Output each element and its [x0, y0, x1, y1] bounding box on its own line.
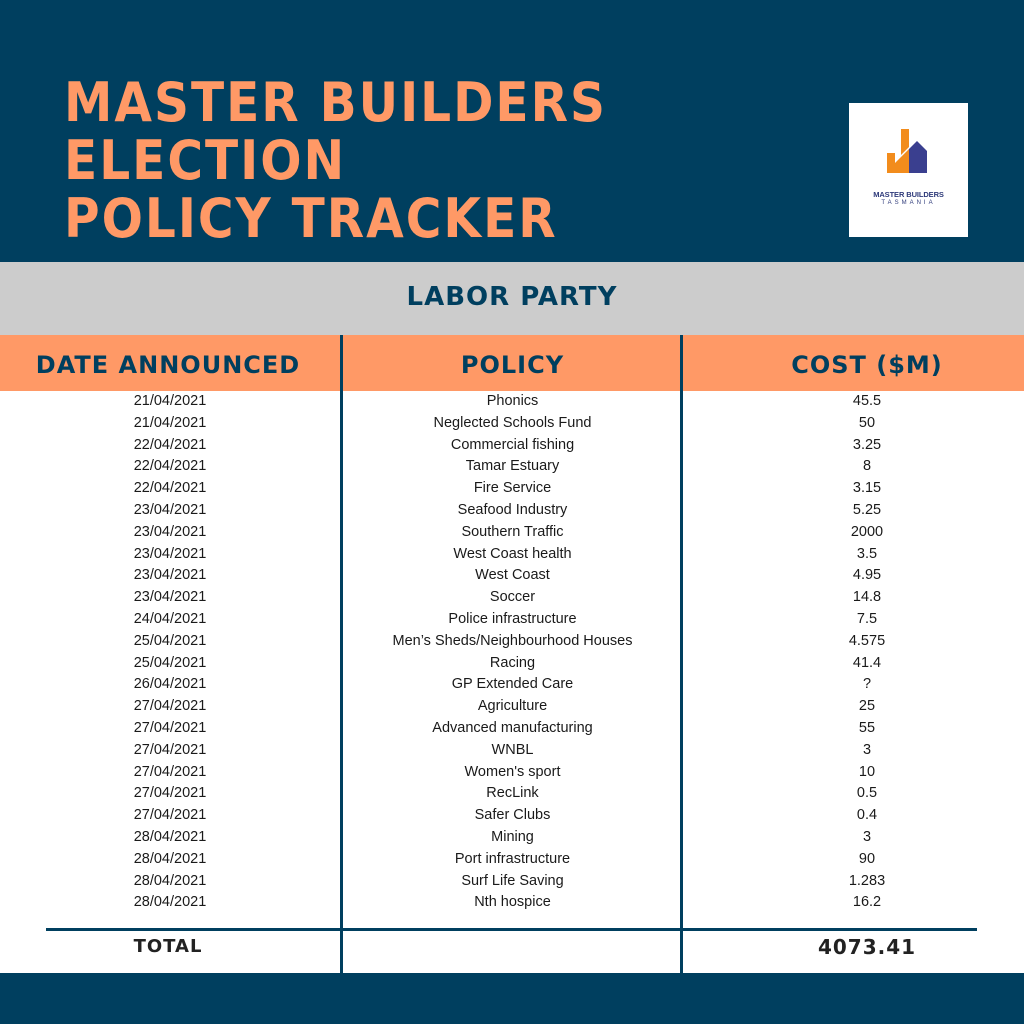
row-cost: 0.4 [856, 807, 878, 824]
row-date: 27/04/2021 [133, 720, 207, 736]
row-policy: Neglected Schools Fund [433, 414, 592, 431]
table-row [0, 610, 1024, 632]
table-row [0, 545, 1024, 567]
row-date: 21/04/2021 [133, 393, 207, 409]
row-date: 28/04/2021 [133, 894, 207, 911]
row-cost: 4.95 [852, 567, 882, 584]
row-date: 23/04/2021 [133, 589, 207, 606]
row-policy: Mining [491, 829, 534, 845]
row-cost: 4.575 [848, 632, 886, 649]
row-date: 22/04/2021 [133, 458, 207, 475]
total-value: 4073.41 [817, 935, 917, 959]
row-date: 23/04/2021 [133, 567, 207, 584]
row-date: 27/04/2021 [133, 698, 207, 715]
table-header-row [0, 335, 1024, 391]
row-date: 27/04/2021 [133, 785, 207, 802]
row-date: 27/04/2021 [133, 807, 207, 824]
row-date: 28/04/2021 [133, 850, 207, 867]
logo-subtitle: TASMANIA [881, 200, 936, 206]
row-cost: 7.5 [856, 611, 878, 627]
row-cost: 2000 [850, 523, 884, 540]
table-row [0, 479, 1024, 501]
row-cost: 10 [858, 763, 876, 780]
row-date: 22/04/2021 [133, 436, 207, 453]
table-row [0, 457, 1024, 479]
row-date: 27/04/2021 [133, 741, 207, 758]
table-row [0, 893, 1024, 915]
building-logo-icon [887, 129, 931, 181]
row-cost: 16.2 [852, 894, 882, 911]
row-policy: Port infrastructure [454, 850, 571, 867]
policy-table [0, 391, 1024, 973]
row-date: 25/04/2021 [133, 632, 207, 649]
table-row [0, 392, 1024, 414]
table-row [0, 414, 1024, 436]
table-row [0, 566, 1024, 588]
row-cost: 55 [858, 720, 876, 736]
table-row [0, 872, 1024, 894]
title-line-2: POLICY TRACKER [64, 187, 558, 250]
row-cost: 3 [862, 829, 872, 845]
row-date: 23/04/2021 [133, 523, 207, 540]
row-policy: RecLink [486, 785, 539, 802]
table-row [0, 850, 1024, 872]
table-row [0, 784, 1024, 806]
row-policy: Soccer [489, 589, 536, 606]
row-cost: 45.5 [852, 393, 882, 409]
row-date: 24/04/2021 [133, 611, 207, 627]
row-cost: 3.5 [856, 545, 878, 562]
row-date: 22/04/2021 [133, 480, 207, 497]
total-divider [46, 928, 977, 931]
table-row [0, 763, 1024, 785]
row-date: 28/04/2021 [133, 829, 207, 845]
table-row [0, 632, 1024, 654]
row-policy: West Coast [475, 567, 550, 584]
table-row [0, 828, 1024, 850]
page-title [64, 71, 824, 250]
row-date: 28/04/2021 [133, 872, 207, 889]
row-cost: 3 [862, 741, 872, 758]
row-policy: Safer Clubs [474, 807, 551, 824]
row-date: 25/04/2021 [133, 654, 207, 671]
row-policy: West Coast health [453, 545, 572, 562]
table-row [0, 523, 1024, 545]
row-cost: 5.25 [852, 502, 882, 518]
row-cost: 3.15 [852, 480, 882, 497]
table-row [0, 436, 1024, 458]
row-policy: Tamar Estuary [465, 458, 560, 475]
title-line-1: MASTER BUILDERS ELECTION [64, 71, 608, 192]
row-policy: Seafood Industry [457, 502, 568, 518]
table-row [0, 501, 1024, 523]
row-policy: Agriculture [477, 698, 548, 715]
row-policy: Surf Life Saving [461, 872, 564, 889]
logo-name: MASTER BUILDERS [873, 190, 944, 199]
column-header-cost: COST ($M) [791, 351, 943, 379]
row-policy: Men’s Sheds/Neighbourhood Houses [392, 632, 633, 649]
row-policy: Racing [489, 654, 536, 671]
row-cost: 14.8 [852, 589, 882, 606]
row-cost: 50 [858, 414, 876, 431]
master-builders-logo [849, 103, 968, 237]
row-cost: ? [862, 676, 872, 693]
row-policy: Fire Service [473, 480, 552, 497]
row-cost: 1.283 [848, 872, 886, 889]
row-policy: Police infrastructure [448, 611, 577, 627]
table-row [0, 675, 1024, 697]
table-row [0, 654, 1024, 676]
row-cost: 90 [858, 850, 876, 867]
party-label: LABOR PARTY [406, 282, 618, 312]
total-row [0, 934, 1024, 964]
column-divider-1 [340, 335, 343, 973]
row-cost: 41.4 [852, 654, 882, 671]
row-cost: 3.25 [852, 436, 882, 453]
row-date: 21/04/2021 [133, 414, 207, 431]
column-header-date: DATE ANNOUNCED [35, 351, 301, 379]
row-policy: Advanced manufacturing [432, 720, 593, 736]
column-divider-2 [680, 335, 683, 973]
row-date: 27/04/2021 [133, 763, 207, 780]
row-cost: 0.5 [856, 785, 878, 802]
row-date: 23/04/2021 [133, 502, 207, 518]
row-policy: Women's sport [464, 763, 561, 780]
row-date: 26/04/2021 [133, 676, 207, 693]
row-policy: Nth hospice [474, 894, 551, 911]
row-cost: 25 [858, 698, 876, 715]
table-row [0, 697, 1024, 719]
row-cost: 8 [862, 458, 872, 475]
table-row [0, 719, 1024, 741]
row-policy: WNBL [491, 741, 534, 758]
row-policy: Phonics [486, 393, 539, 409]
row-date: 23/04/2021 [133, 545, 207, 562]
party-bar [0, 262, 1024, 335]
header [0, 0, 1024, 262]
column-header-policy: POLICY [460, 351, 565, 379]
total-label: TOTAL [133, 936, 203, 957]
row-policy: GP Extended Care [451, 676, 574, 693]
row-policy: Commercial fishing [450, 436, 575, 453]
table-row [0, 741, 1024, 763]
table-row [0, 806, 1024, 828]
row-policy: Southern Traffic [461, 523, 564, 540]
table-row [0, 588, 1024, 610]
